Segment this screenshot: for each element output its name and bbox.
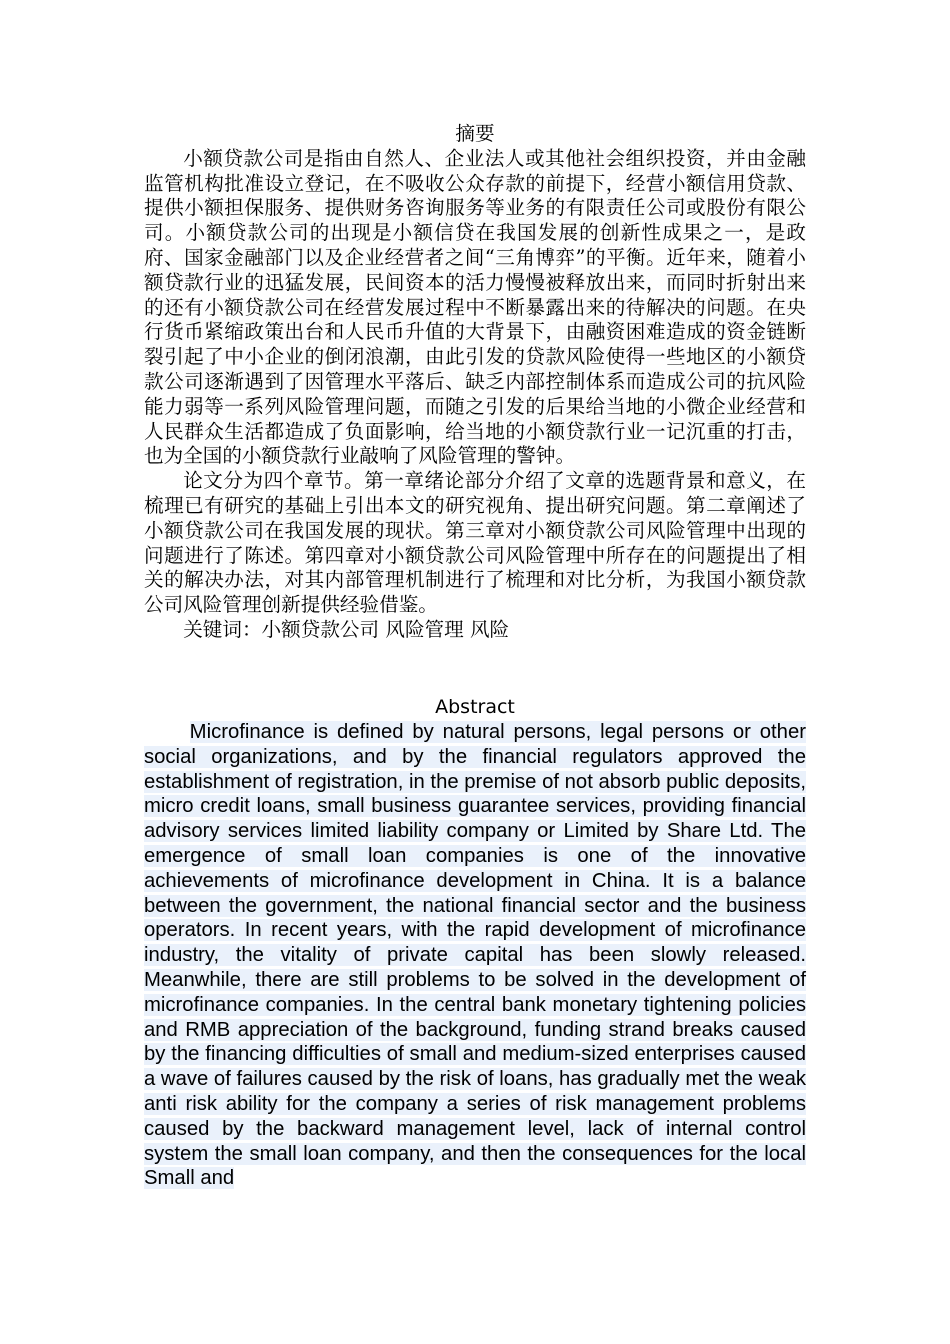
chinese-abstract <box>144 122 806 643</box>
english-abstract <box>144 720 806 1191</box>
chinese-keywords: 关键词：小额贷款公司 风险管理 风险 <box>183 617 510 641</box>
chinese-abstract-paragraph-1: 小额贷款公司是指由自然人、企业法人或其他社会组织投资，并由金融监管机构批准设立登记，在不吸收公众存款的前提下，经营小额信用贷款、提供小额担保服务、提供财务咨询服务等业务的有限责任公司或股份有限公司。小额贷款公司的出现是小额信贷在我国发展的创新性成果之一，是政府、国家金融部门以及企业经营者之间“三角博弈”的平衡。近年来，随着小额贷款行业的迅猛发展，民间资本的活力慢慢被释放出来，而同时折射出来的还有小额贷款公司在经营发展过程中不断暴露出来的待解决的问题。在央行货币紧缩政策出台和人民币升值的大背景下，由融资困难造成的资金链断裂引起了中小企业的倒闭浪潮，由此引发的贷款风险使得一些地区的小额贷款公司逐渐遇到了因管理水平落后、缺乏内部控制体系而造成公司的抗风险能力弱等一系列风险管理问题，而随之引发的后果给当地的小微企业经营和人民群众生活都造成了负面影响，给当地的小额贷款行业一记沉重的打击，也为全国的小额贷款行业敲响了风险管理的警钟。 <box>144 146 806 468</box>
english-abstract-heading: Abstract <box>435 696 515 718</box>
english-abstract-paragraph-1 <box>144 720 806 1191</box>
chinese-abstract-paragraph-2: 论文分为四个章节。第一章绪论部分介绍了文章的选题背景和意义，在梳理已有研究的基础上引出本文的研究视角、提出研究问题。第二章阐述了小额贷款公司在我国发展的现状。第三章对小额贷款公司风险管理中出现的问题进行了陈述。第四章对小额贷款公司风险管理中所存在的问题提出了相关的解决办法，对其内部管理机制进行了梳理和对比分析，为我国小额贷款公司风险管理创新提供经验借鉴。 <box>144 469 806 617</box>
chinese-abstract-heading: 摘要 <box>455 122 495 145</box>
english-abstract-text: Microfinance is defined by natural persons, legal persons or other social organizations, and by the financial regulators approved the establishment of registration, in the premise of not absorb public deposits, micro credit loans, small business guarantee services, providing financial advisory services limited liability company or Limited by Share Ltd. The emergence of small loan companies is one of the innovative achievements of microfinance development in China. It is a balance between the government, the national financial sector and the business operators. In recent years, with the rapid development of microfinance industry, the vitality of private capital has been slowly released. Meanwhile, there are still problems to be solved in the development of microfinance companies. In the central bank monetary tightening policies and RMB appreciation of the background, funding strand breaks caused by the financing difficulties of small and medium-sized enterprises caused a wave of failures caused by the risk of loans, has gradually met the weak anti risk ability for the company a series of risk management problems caused by the backward management level, lack of internal control system the small loan company, and then the consequences for the local Small and <box>144 721 806 1190</box>
